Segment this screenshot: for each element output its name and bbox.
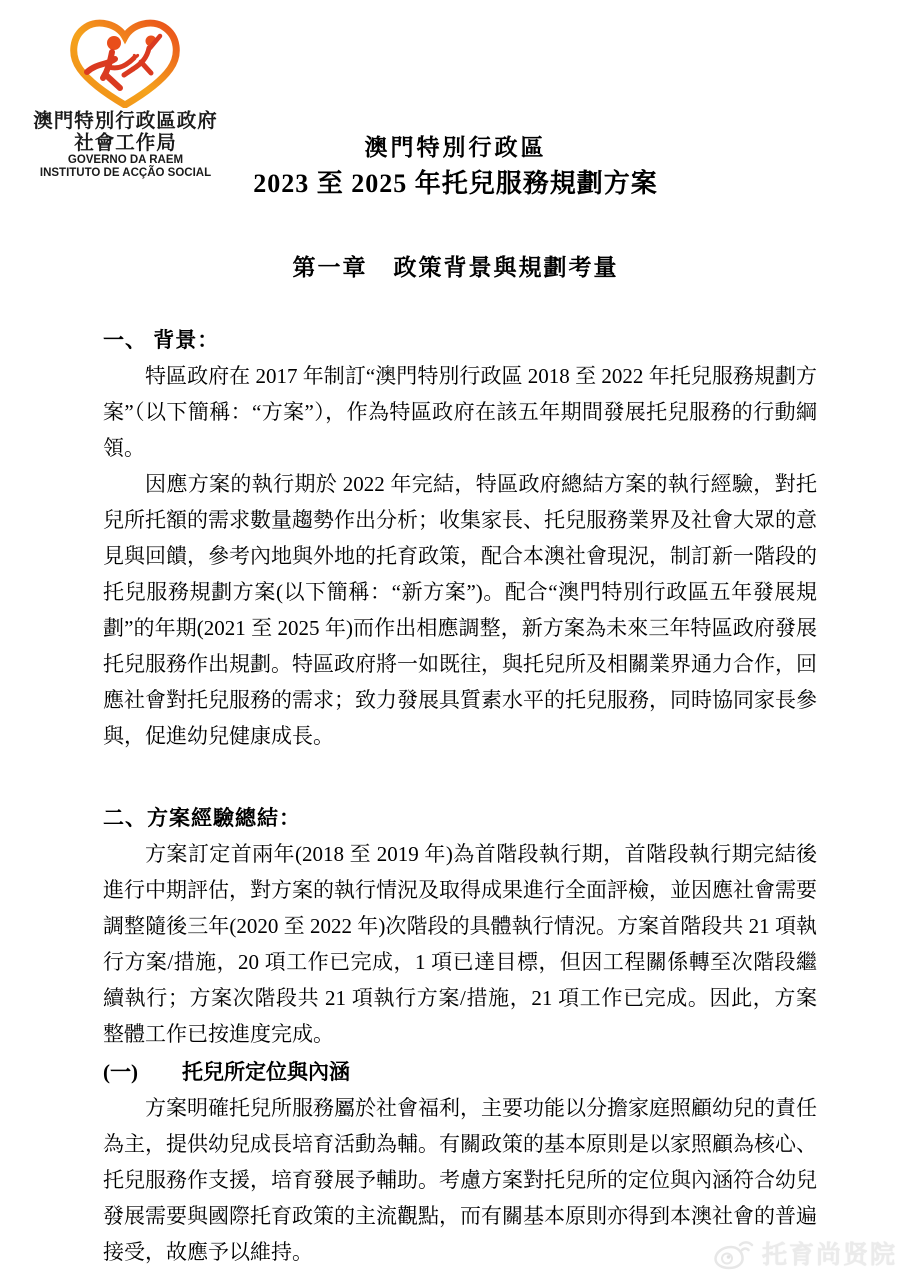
agency-name-pt-line2: INSTITUTO DE ACÇÃO SOCIAL (39, 167, 212, 179)
document-title-line1: 澳門特別行政區 (364, 135, 547, 160)
watermark-label: 托育尚贤院 (761, 1241, 897, 1269)
document-title-line2: 2023 至 2025 年托兒服務規劃方案 (253, 169, 658, 198)
chapter-number: 第一章 (292, 255, 368, 280)
document-title (0, 133, 911, 201)
watermark (713, 1235, 897, 1271)
chapter-heading (0, 249, 911, 282)
subsection1-number: (一) (103, 1060, 138, 1084)
subsection1-heading (103, 1054, 817, 1090)
section1-paragraph-1: 特區政府在 2017 年制訂“澳門特別行政區 2018 至 2022 年托兒服務規劃方案”（以下簡稱：“方案”），作為特區政府在該五年期間發展托兒服務的行動綱領。 (103, 364, 817, 460)
weibo-icon (713, 1236, 755, 1270)
section1-heading: 一、 背景： (103, 328, 220, 352)
section1-paragraph-2: 因應方案的執行期於 2022 年完結，特區政府總結方案的執行經驗，對托兒所托額的需求數量趨勢作出分析；收集家長、托兒服務業界及社會大眾的意見與回饋，參考內地與外地的托育政策，配合本澳社會現況，制訂新一階段的托兒服務規劃方案(以下簡稱：“新方案”)。配合“澳門特別行政區五年發展規劃”的年期(2021 至 2025 年)而作出相應調整，新方案為未來三年特區政府發展托兒服務作出規劃。特區政府將一如既往，與托兒所及相關業界通力合作，回應社會對托兒服務的需求；致力發展具質素水平的托兒服務，同時協同家長參與，促進幼兒健康成長。 (103, 472, 817, 748)
agency-name-pt-line1: GOVERNO DA RAEM (67, 154, 184, 166)
subsection1-paragraph-1: 方案明確托兒所服務屬於社會福利，主要功能以分擔家庭照顧幼兒的責任為主，提供幼兒成長培育活動為輔。有關政策的基本原則是以家照顧為核心、托兒服務作支援，培育發展予輔助。考慮方案對托兒所的定位與內涵符合幼兒發展需要與國際托育政策的主流觀點，而有關基本原則亦得到本澳社會的普遍接受，故應予以維持。 (103, 1096, 817, 1264)
agency-name-zh-line2: 社會工作局 (74, 132, 177, 154)
subsection1-title: 托兒所定位與內涵 (182, 1060, 350, 1084)
agency-name-zh-line1: 澳門特別行政區政府 (33, 110, 218, 132)
section2-heading: 二、方案經驗總結： (103, 806, 301, 830)
isas-heart-logo-icon (63, 18, 188, 108)
chapter-title: 政策背景與規劃考量 (393, 255, 619, 280)
section2-paragraph-1: 方案訂定首兩年(2018 至 2019 年)為首階段執行期，首階段執行期完結後進行中期評估，對方案的執行情況及取得成果進行全面評檢，並因應社會需要調整隨後三年(2020 至 2022 年)次階段的具體執行情況。方案首階段共 21 項執行方案/措施，20 項工作已完成，1 項已達目標，但因工程關係轉至次階段繼續執行；方案次階段共 21 項執行方案/措施，21 項工作已完成。因此，方案整體工作已按進度完成。 (103, 842, 817, 1046)
document-body (103, 322, 817, 1270)
